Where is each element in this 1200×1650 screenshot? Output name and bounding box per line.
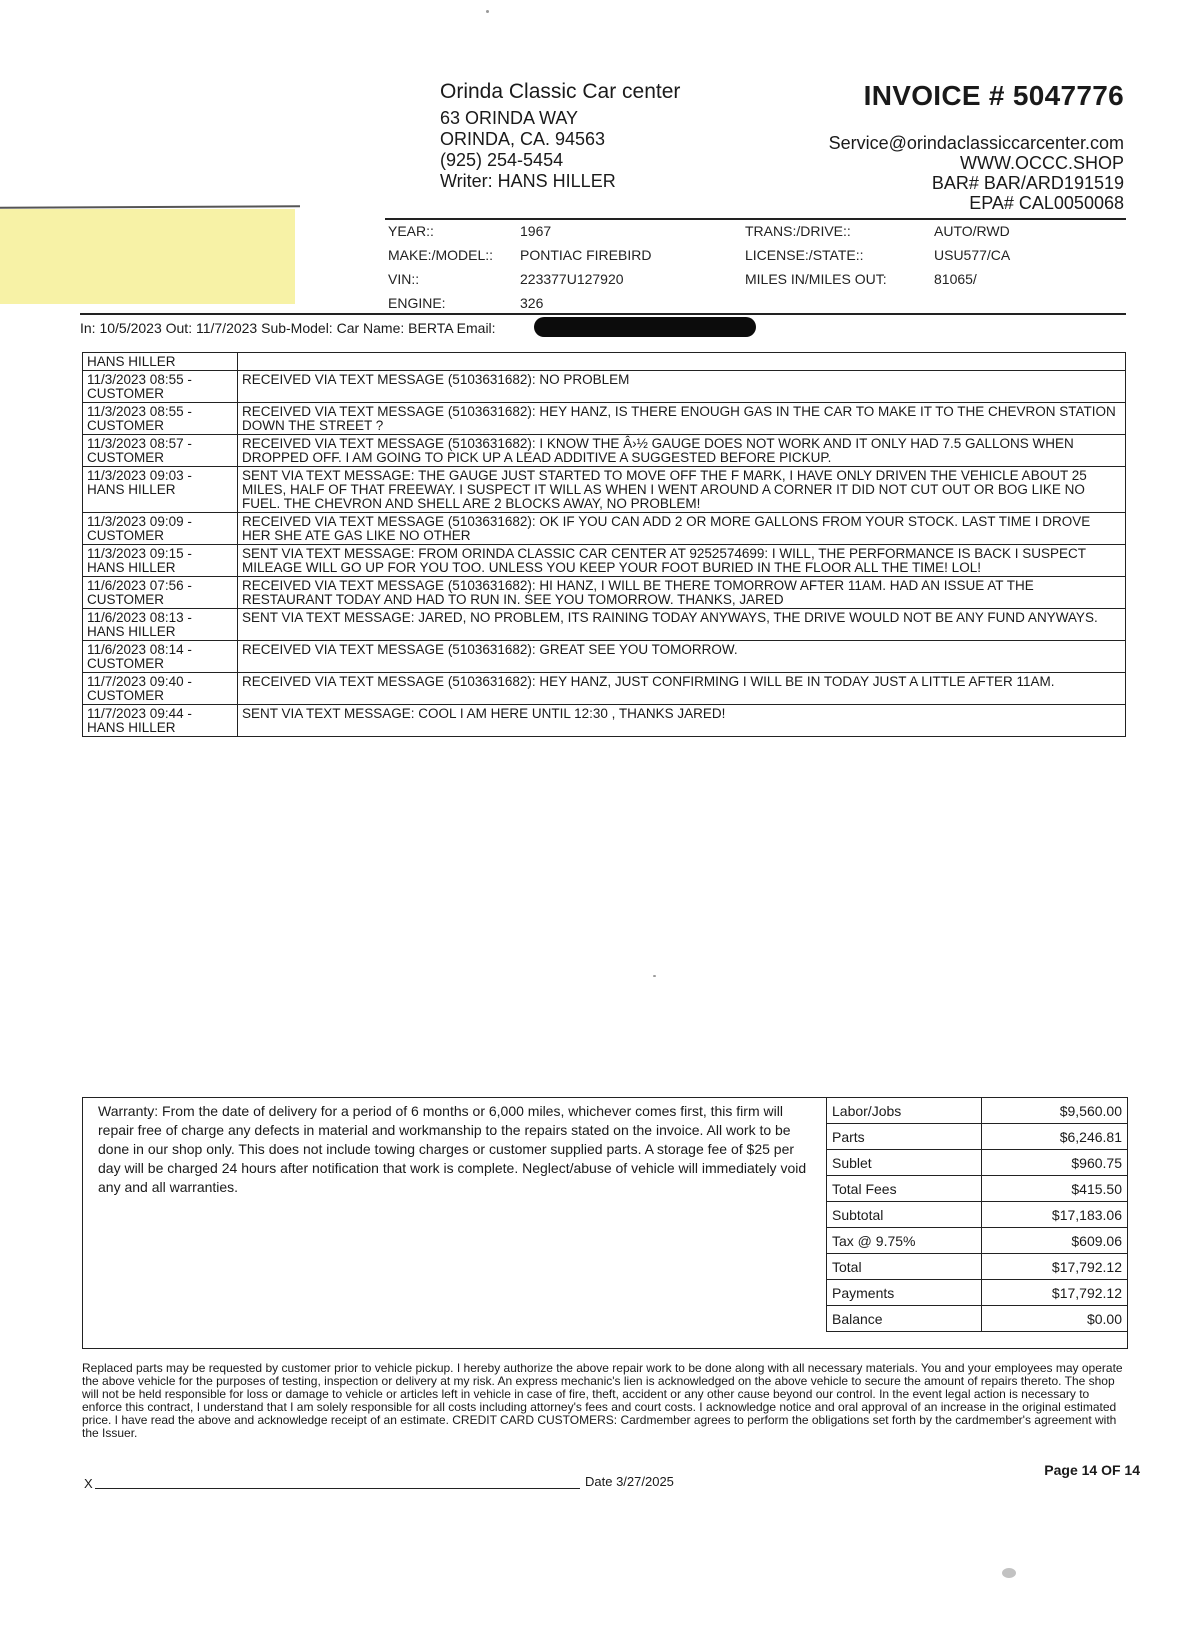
- message-text: RECEIVED VIA TEXT MESSAGE (5103631682): HEY HANZ, JUST CONFIRMING I WILL BE IN TODAY JUST A LITTLE AFTER 11AM.: [238, 673, 1126, 705]
- signature-x: X: [84, 1476, 93, 1491]
- scan-speck: [653, 975, 656, 977]
- message-timestamp: 11/3/2023 08:57 - CUSTOMER: [83, 435, 238, 467]
- totals-label: Tax @ 9.75%: [827, 1228, 982, 1254]
- shop-address-line2: ORINDA, CA. 94563: [440, 129, 606, 149]
- highlighted-redaction: [0, 209, 295, 304]
- totals-label: Total: [827, 1254, 982, 1280]
- visit-info-line: In: 10/5/2023 Out: 11/7/2023 Sub-Model: Car Name: BERTA Email:: [80, 320, 496, 336]
- table-row: [83, 467, 1126, 513]
- totals-row-fees: [827, 1176, 1128, 1202]
- totals-row-parts: [827, 1124, 1128, 1150]
- totals-label: Parts: [827, 1124, 982, 1150]
- authorization-disclaimer: Replaced parts may be requested by customer prior to vehicle pickup. I hereby authorize the above repair work to be done along with all necessary materials. You and your employees may operate the above vehicle for the purposes of testing, inspection or delivery at my risk. An express mechanic's lien is acknowledged on the above vehicle to secure the amount of repairs thereto. The shop will not be held responsible for loss or damage to vehicle or articles left in vehicle in case of fire, theft, accident or any other cause beyond our control. In the event legal action is necessary to enforce this contract, I understand that I am solely responsible for all costs including attorney's fees and court costs. I acknowledge notice and oral approval of an increase in the original estimated price. I have read the above and acknowledge receipt of an estimate. CREDIT CARD CUSTOMERS: Cardmember agrees to perform the obligations set forth by the cardmember's agreement with the Issuer.: [82, 1361, 1123, 1440]
- page-number: Page 14 OF 14: [1044, 1462, 1140, 1478]
- totals-row-subtotal: [827, 1202, 1128, 1228]
- message-text: RECEIVED VIA TEXT MESSAGE (5103631682): I KNOW THE Â›½ GAUGE DOES NOT WORK AND IT ONLY HAD 7.5 GALLONS WHEN DROPPED OFF. I AM GOING TO PICK UP A LEAD ADDITIVE A SUGGESTED BEFORE PICKUP.: [238, 435, 1126, 467]
- totals-value: $609.06: [982, 1228, 1128, 1254]
- shop-name: Orinda Classic Car center: [440, 80, 681, 103]
- license-state-value: USU577/CA: [934, 247, 1011, 263]
- table-row: [83, 641, 1126, 673]
- totals-value: $17,183.06: [982, 1202, 1128, 1228]
- scan-smudge: [1002, 1568, 1016, 1578]
- table-row: [83, 513, 1126, 545]
- message-timestamp: 11/3/2023 09:09 - CUSTOMER: [83, 513, 238, 545]
- license-state-label: LICENSE:/STATE::: [745, 247, 864, 263]
- totals-label: Balance: [827, 1306, 982, 1332]
- table-row: [83, 403, 1126, 435]
- warranty-text: Warranty: From the date of delivery for a period of 6 months or 6,000 miles, whichever comes first, this firm will repair free of charge any defects in material and workmanship to the repairs stated on the invoice. All work to be done in our shop only. This does not include towing charges or customer supplied parts. A storage fee of $25 per day will be charged 24 hours after notification that work is complete. Neglect/abuse of vehicle will immediately void any and all warranties.: [98, 1103, 807, 1195]
- message-log-table: [82, 352, 1126, 737]
- shop-website: WWW.OCCC.SHOP: [960, 153, 1124, 173]
- vehicle-bottom-rule: [80, 313, 1126, 315]
- message-timestamp: 11/3/2023 09:15 - HANS HILLER: [83, 545, 238, 577]
- trans-drive-label: TRANS:/DRIVE::: [745, 223, 851, 239]
- message-timestamp: 11/3/2023 08:55 - CUSTOMER: [83, 371, 238, 403]
- table-row: [83, 353, 1126, 371]
- year-label: YEAR::: [388, 223, 434, 239]
- message-text: RECEIVED VIA TEXT MESSAGE (5103631682): GREAT SEE YOU TOMORROW.: [238, 641, 1126, 673]
- engine-value: 326: [520, 295, 544, 311]
- totals-label: Sublet: [827, 1150, 982, 1176]
- epa-number: EPA# CAL0050068: [969, 193, 1124, 213]
- year-value: 1967: [520, 223, 552, 239]
- totals-value: $960.75: [982, 1150, 1128, 1176]
- totals-label: Total Fees: [827, 1176, 982, 1202]
- message-text: RECEIVED VIA TEXT MESSAGE (5103631682): NO PROBLEM: [238, 371, 1126, 403]
- totals-row-total: [827, 1254, 1128, 1280]
- table-row: [83, 545, 1126, 577]
- totals-label: Subtotal: [827, 1202, 982, 1228]
- message-timestamp: 11/6/2023 07:56 - CUSTOMER: [83, 577, 238, 609]
- make-model-label: MAKE:/MODEL::: [388, 247, 494, 263]
- invoice-title: INVOICE # 5047776: [863, 80, 1124, 111]
- table-row: [83, 673, 1126, 705]
- message-text: RECEIVED VIA TEXT MESSAGE (5103631682): HEY HANZ, IS THERE ENOUGH GAS IN THE CAR TO MAKE IT TO THE CHEVRON STATION DOWN THE STREET ?: [238, 403, 1126, 435]
- signature-date: Date 3/27/2025: [585, 1474, 674, 1489]
- vin-value: 223377U127920: [520, 271, 624, 287]
- message-text: [238, 353, 1126, 371]
- shop-address-line1: 63 ORINDA WAY: [440, 108, 579, 128]
- make-model-value: PONTIAC FIREBIRD: [520, 247, 652, 263]
- message-timestamp: 11/3/2023 08:55 - CUSTOMER: [83, 403, 238, 435]
- table-row: [83, 577, 1126, 609]
- totals-value: $415.50: [982, 1176, 1128, 1202]
- vehicle-top-rule: [385, 218, 1126, 220]
- miles-label: MILES IN/MILES OUT:: [745, 271, 887, 287]
- message-timestamp: 11/6/2023 08:13 - HANS HILLER: [83, 609, 238, 641]
- totals-row-tax: [827, 1228, 1128, 1254]
- signature-line: [95, 1488, 580, 1489]
- message-text: RECEIVED VIA TEXT MESSAGE (5103631682): HI HANZ, I WILL BE THERE TOMORROW AFTER 11AM. HAD AN ISSUE AT THE RESTAURANT TODAY AND HAD TO RUN IN. SEE YOU TOMORROW. THANKS, JARED: [238, 577, 1126, 609]
- table-row: [83, 609, 1126, 641]
- message-timestamp: 11/7/2023 09:40 - CUSTOMER: [83, 673, 238, 705]
- table-row: [83, 435, 1126, 467]
- totals-row-payments: [827, 1280, 1128, 1306]
- totals-table: [826, 1097, 1128, 1332]
- totals-row-balance: [827, 1306, 1128, 1332]
- message-text: SENT VIA TEXT MESSAGE: COOL I AM HERE UNTIL 12:30 , THANKS JARED!: [238, 705, 1126, 737]
- service-writer: Writer: HANS HILLER: [440, 171, 616, 191]
- totals-value: $6,246.81: [982, 1124, 1128, 1150]
- shop-phone: (925) 254-5454: [440, 150, 564, 170]
- totals-label: Labor/Jobs: [827, 1098, 982, 1124]
- vin-label: VIN::: [388, 271, 420, 287]
- bar-number: BAR# BAR/ARD191519: [931, 173, 1124, 193]
- table-row: [83, 371, 1126, 403]
- totals-row-sublet: [827, 1150, 1128, 1176]
- miles-value: 81065/: [934, 271, 977, 287]
- totals-value: $0.00: [982, 1306, 1128, 1332]
- totals-value: $9,560.00: [982, 1098, 1128, 1124]
- email-redaction: [534, 317, 756, 337]
- table-row: [83, 705, 1126, 737]
- message-text: RECEIVED VIA TEXT MESSAGE (5103631682): OK IF YOU CAN ADD 2 OR MORE GALLONS FROM YOUR STOCK. LAST TIME I DROVE HER SHE ATE GAS LIKE NO OTHER: [238, 513, 1126, 545]
- engine-label: ENGINE:: [388, 295, 446, 311]
- shop-email: Service@orindaclassiccarcenter.com: [828, 133, 1124, 153]
- message-text: SENT VIA TEXT MESSAGE: FROM ORINDA CLASSIC CAR CENTER AT 9252574699: I WILL, THE PERFORMANCE IS BACK I SUSPECT MILEAGE WILL GO UP FOR YOU TOO. UNLESS YOU KEEP YOUR FOOT BURIED IN THE FLOOR ALL THE TIME! LOL!: [238, 545, 1126, 577]
- totals-row-labor: [827, 1098, 1128, 1124]
- trans-drive-value: AUTO/RWD: [934, 223, 1010, 239]
- message-text: SENT VIA TEXT MESSAGE: THE GAUGE JUST STARTED TO MOVE OFF THE F MARK, I HAVE ONLY DRIVEN THE VEHICLE ABOUT 25 MILES, HALF OF THAT FREEWAY. I SUSPECT IT WILL AS WHEN I WENT AROUND A CORNER IT DID NOT CUT OUT OR BOG LIKE NO FUEL. THE CHEVRON AND SHELL ARE 2 BLOCKS AWAY, NO PROBLEM!: [238, 467, 1126, 513]
- totals-label: Payments: [827, 1280, 982, 1306]
- message-timestamp: 11/7/2023 09:44 - HANS HILLER: [83, 705, 238, 737]
- totals-value: $17,792.12: [982, 1280, 1128, 1306]
- scan-speck: [486, 10, 489, 13]
- message-sender: HANS HILLER: [83, 353, 238, 371]
- totals-value: $17,792.12: [982, 1254, 1128, 1280]
- message-timestamp: 11/3/2023 09:03 - HANS HILLER: [83, 467, 238, 513]
- message-timestamp: 11/6/2023 08:14 - CUSTOMER: [83, 641, 238, 673]
- message-text: SENT VIA TEXT MESSAGE: JARED, NO PROBLEM, ITS RAINING TODAY ANYWAYS, THE DRIVE WOULD NOT BE ANY FUND ANYWAYS.: [238, 609, 1126, 641]
